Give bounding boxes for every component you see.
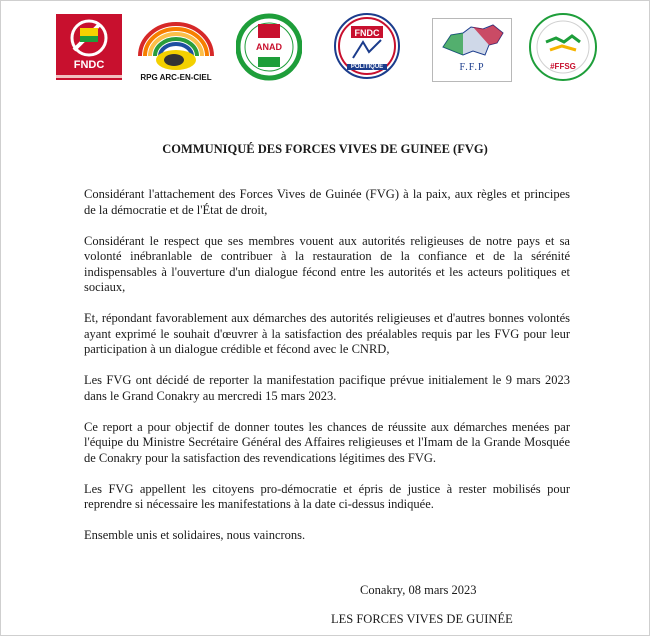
- fndc-emblem-icon: [56, 14, 122, 64]
- ffp-logo-text: F.F.P: [459, 62, 485, 73]
- rpg-logo: [134, 16, 218, 82]
- paragraph-7: Ensemble unis et solidaires, nous vaincrons.: [84, 528, 306, 542]
- paragraph-1: Considérant l'attachement des Forces Vives de Guinée (FVG) à la paix, aux règles et principes de la démocratie et de l'État de droit,: [84, 187, 570, 217]
- paragraph-2: Considérant le respect que ses membres vouent aux autorités religieuses de notre pays et sa volonté inébranlable de contribuer à la restauration de la confiance et de la sérénité indispensables à l'ouverture d'un dialogue fécond entre les autorités et les acteurs politiques et sociaux,: [84, 233, 570, 294]
- ffsg-logo: [528, 12, 598, 82]
- signature-name: LES FORCES VIVES DE GUINÉE: [331, 612, 513, 626]
- fndc-logo-subline: [56, 75, 122, 78]
- ffp-logo: [432, 18, 512, 82]
- paragraph-5: Ce report a pour objectif de donner toutes les chances de réussite aux démarches menées par l'équipe du Ministre Secrétaire Général des Affaires religieuses et l'Imam de la Grande Mosquée de Conakry pour la satisfaction des revendications légitimes des FVG.: [84, 419, 570, 465]
- fndc-politique-tag: POLITIQUE: [347, 64, 387, 70]
- signature-date: Conakry, 08 mars 2023: [360, 583, 477, 597]
- ffsg-seal-icon: [528, 12, 598, 82]
- fndc-logo-text: FNDC: [73, 59, 105, 71]
- paragraph-3: Et, répondant favorablement aux démarches des autorités religieuses et d'autres bonnes volontés ayant exprimé le souhait d'œuvrer à la satisfaction des préalables requis par les FVG pour leur participation à un dialogue crédible et fécond avec le CNRD,: [84, 311, 570, 356]
- anad-logo: [236, 12, 302, 82]
- fndc-logo: [56, 14, 122, 80]
- fndc-politique-logo-text: FNDC: [354, 28, 380, 38]
- fndc-politique-logo: [333, 12, 401, 80]
- communique-body: [84, 187, 570, 559]
- rpg-logo-text: RPG ARC-EN-CIEL: [140, 73, 212, 82]
- paragraph-4: Les FVG ont décidé de reporter la manifestation pacifique prévue initialement le 9 mars 2023 dans le Grand Conakry au mercredi 15 mars 2023.: [84, 373, 570, 403]
- logo-strip: [0, 0, 650, 95]
- paragraph-6: Les FVG appellent les citoyens pro-démocratie et épris de justice à rester mobilisés pour reprendre si nécessaire les manifestations à la date ci-dessus indiquée.: [84, 481, 570, 511]
- anad-logo-text: ANAD: [256, 42, 282, 52]
- ffsg-logo-text: #FFSG: [550, 62, 576, 71]
- rainbow-elephant-icon: [134, 16, 218, 74]
- guinea-map-icon: [433, 19, 511, 63]
- communique-title: COMMUNIQUÉ DES FORCES VIVES DE GUINEE (FVG): [162, 142, 488, 156]
